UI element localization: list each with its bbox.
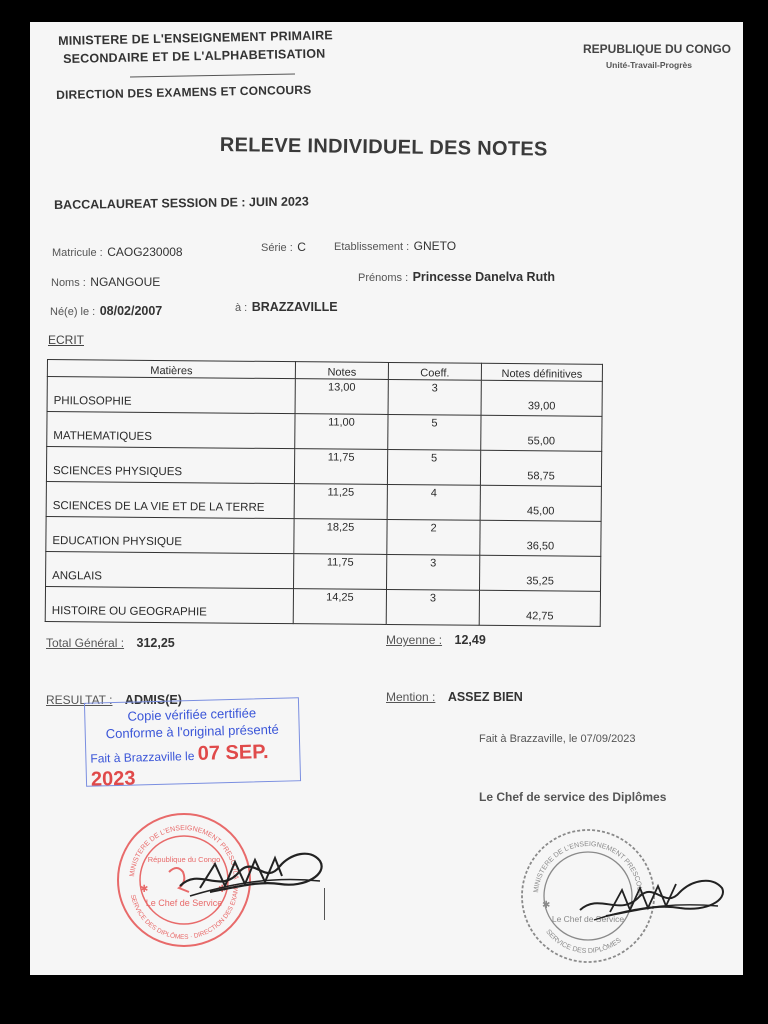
session-line: BACCALAUREAT SESSION DE : JUIN 2023 [54,194,309,212]
gray-seal-ring-text: MINISTERE DE L'ENSEIGNEMENT PRESCOLA [533,840,644,896]
mention-field [386,688,523,706]
matricule-label: Matricule : [52,247,103,259]
col-notes: Notes [295,362,388,380]
republic-title: REPUBLIQUE DU CONGO [583,42,732,56]
note-definitive-cell: 36,50 [480,520,601,556]
certification-line1: Copie vérifiée certifiée [127,705,257,724]
moyenne-label: Moyenne : [386,633,443,647]
red-seal-ring-text: MINISTERE DE L'ENSEIGNEMENT PRESCOLA [129,824,240,880]
table-row [47,412,602,452]
etablissement-value: GNETO [413,239,457,253]
section-ecrit: ECRIT [48,333,84,347]
table-row [45,586,600,626]
chef-service-title: Le Chef de service des Diplômes [479,790,667,804]
red-seal-inner-bottom: Le Chef de Service [145,898,223,908]
matiere-cell: EDUCATION PHYSIQUE [46,516,294,553]
serie-value: C [297,240,306,254]
lieu-value: BRAZZAVILLE [251,300,338,314]
naissance-label: Né(e) le : [50,306,96,318]
lieu-field [235,298,338,316]
coeff-cell: 3 [386,589,479,625]
nom-field [51,273,160,291]
certification-line2: Conforme à l'original présenté [105,721,279,742]
note-definitive-cell: 45,00 [480,485,601,521]
resultat-label: RESULTAT : [46,693,113,707]
coeff-cell: 2 [387,519,480,555]
document-page [30,22,743,975]
col-matieres: Matières [47,360,295,379]
coeff-cell: 5 [387,449,480,485]
note-cell: 14,25 [293,589,386,625]
resultat-value: ADMIS(E) [124,693,182,707]
matiere-cell: ANGLAIS [46,551,294,588]
table-row [46,481,601,521]
header-rule [130,74,295,78]
total-field [46,634,175,652]
table-row [46,516,601,556]
table-row [47,377,602,417]
matiere-cell: SCIENCES PHYSIQUES [46,447,294,484]
lieu-label: à : [235,302,248,314]
note-cell: 11,25 [294,484,387,520]
certification-line3 [86,740,300,792]
col-coeff: Coeff. [388,362,481,380]
gray-seal-ring-bottom: SERVICE DES DIPLÔMES [544,928,623,956]
coeff-cell: 3 [388,379,481,415]
naissance-field [50,302,162,320]
certification-fait-a: Fait à Brazzaville le [90,748,195,766]
certification-stamp [84,697,301,791]
matiere-cell: HISTOIRE OU GEOGRAPHIE [45,586,293,623]
table-row [46,447,601,487]
note-cell: 13,00 [295,379,388,415]
total-label: Total Général : [46,636,125,650]
note-definitive-cell: 42,75 [479,590,600,626]
serie-field [261,238,306,256]
col-notes-definitives: Notes définitives [481,363,602,381]
nom-label: Noms : [51,277,86,289]
ministry-line2: SECONDAIRE ET DE L'ALPHABETISATION [63,46,326,66]
note-cell: 11,75 [294,554,387,590]
red-seal-ring-bottom: SERVICE DES DIPLÔMES · DIRECTION DES EXAME [128,883,241,942]
etablissement-label: Etablissement : [334,241,410,253]
note-definitive-cell: 58,75 [480,450,601,486]
fait-a-line: Fait à Brazzaville, le 07/09/2023 [479,733,636,745]
table-row [46,551,601,591]
mention-value: ASSEZ BIEN [447,690,523,704]
moyenne-field [386,631,486,649]
gray-seal-inner-bottom: Le Chef de Service [551,914,625,924]
naissance-value: 08/02/2007 [99,304,163,318]
mention-label: Mention : [386,690,436,704]
certification-date: 07 SEP. 2023 [90,741,269,791]
gray-seal-star-icon: ✱ [542,900,551,911]
signature-right [570,852,730,932]
prenom-field [358,268,555,286]
coeff-cell: 5 [388,414,481,450]
red-seal-inner-top: République du Congo [147,855,221,864]
prenom-value: Princesse Danelva Ruth [412,270,556,284]
note-definitive-cell: 55,00 [481,415,602,451]
red-seal-star-icon: ✱ [140,884,149,895]
matiere-cell: SCIENCES DE LA VIE ET DE LA TERRE [46,481,294,518]
matricule-value: CAOG230008 [107,245,183,259]
total-value: 312,25 [136,636,175,650]
nom-value: NGANGOUE [90,275,161,289]
grades-table [45,359,603,627]
document-title: RELEVE INDIVIDUEL DES NOTES [219,134,548,161]
moyenne-value: 12,49 [454,633,486,647]
matricule-field [52,243,183,261]
ministry-line1: MINISTERE DE L'ENSEIGNEMENT PRIMAIRE [58,28,334,48]
prenom-label: Prénoms : [358,272,409,284]
note-definitive-cell: 39,00 [481,380,602,416]
signature-left [170,826,330,906]
coeff-cell: 4 [387,484,480,520]
direction-line: DIRECTION DES EXAMENS ET CONCOURS [56,82,312,102]
coeff-cell: 3 [387,554,480,590]
red-seal-star-icon-right: ✱ [218,884,227,895]
note-definitive-cell: 35,25 [479,555,600,591]
margin-mark [324,888,325,920]
note-cell: 11,75 [294,449,387,485]
serie-label: Série : [261,242,293,254]
matiere-cell: MATHEMATIQUES [47,412,295,449]
matiere-cell: PHILOSOPHIE [47,377,295,414]
svg-text:SERVICE DES DIPLÔMES [544,928,623,955]
note-cell: 11,00 [295,414,388,450]
note-cell: 18,25 [294,519,387,555]
republic-motto: Unité-Travail-Progrès [606,60,692,70]
etablissement-field [334,237,456,255]
